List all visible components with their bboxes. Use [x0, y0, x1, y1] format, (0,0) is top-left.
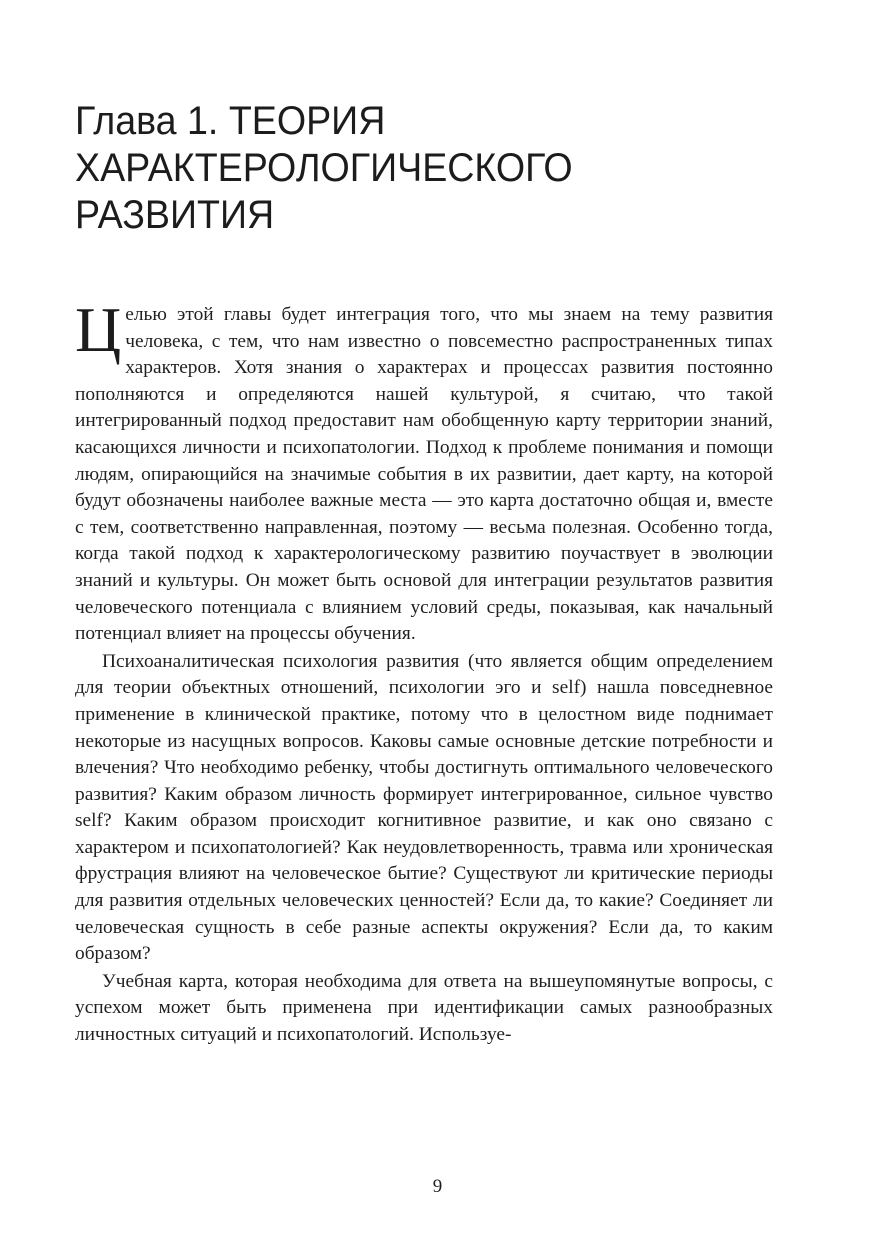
drop-cap: Ц [75, 294, 122, 365]
page-number: 9 [432, 1176, 443, 1197]
paragraph-3: Учебная карта, которая необходима для ответа на вышеупомянутые вопросы, с успехом может быть применена при идентификации самых разнообразных личностных ситуаций и психопатологий. Используе- [75, 970, 773, 1046]
paragraph-2: Психоаналитическая психология развития (что является общим определением для теории объектных отношений, психологии эго и self) нашла повседневное применение в клинической практике, потому что в целостном виде поднимает некоторые из насущных вопросов. Каковы самые основные детские потребности и влечения? Что необходимо ребенку, чтобы достигнуть оптимального человеческого развития? Каким образом личность формирует интегрированное, сильное чувство self? Каким образом происходит когнитивное развитие, и как оно связано с характером и психопатологией? Как неудовлетворенность, травма или хроническая фрустрация влияют на человеческое бытие? Существуют ли критические периоды для развития отдельных человеческих ценностей? Если да, то какие? Соединяет ли человеческая сущность в себе разные аспекты окружения? Если да, то каким образом? [75, 650, 773, 965]
chapter-body [75, 294, 773, 1049]
chapter-title [75, 98, 733, 239]
chapter-title-line-3: РАЗВИТИЯ [75, 193, 275, 237]
paragraph-1-text: елью этой главы будет интеграция того, что мы знаем на тему развития человека, с тем, что нам известно о повсеместно распространенных типах характеров. Хотя знания о характерах и процессах развития постоянно пополняются и определяются нашей культурой, я считаю, что такой интегрированный подход предоставит нам обобщенную карту территории знаний, касающихся личности и психопатологии. Подход к проблеме понимания и помощи людям, опирающийся на значимые события в их развитии, дает карту, на которой будут обозначены наиболее важные места — это карта достаточно общая и, вместе с тем, соответственно направленная, поэтому — весьма полезная. Особенно тогда, когда такой подход к характерологическому развитию поучаствует в эволюции знаний и культуры. Он может быть основой для интеграции результатов развития человеческого потенциала с влиянием условий среды, показывая, как начальный потенциал влияет на процессы обучения. [75, 304, 773, 645]
paragraph-1 [75, 294, 773, 648]
chapter-title-line-2: ХАРАКТЕРОЛОГИЧЕСКОГО [75, 146, 573, 190]
chapter-title-line-1: Глава 1. ТЕОРИЯ [75, 99, 386, 143]
